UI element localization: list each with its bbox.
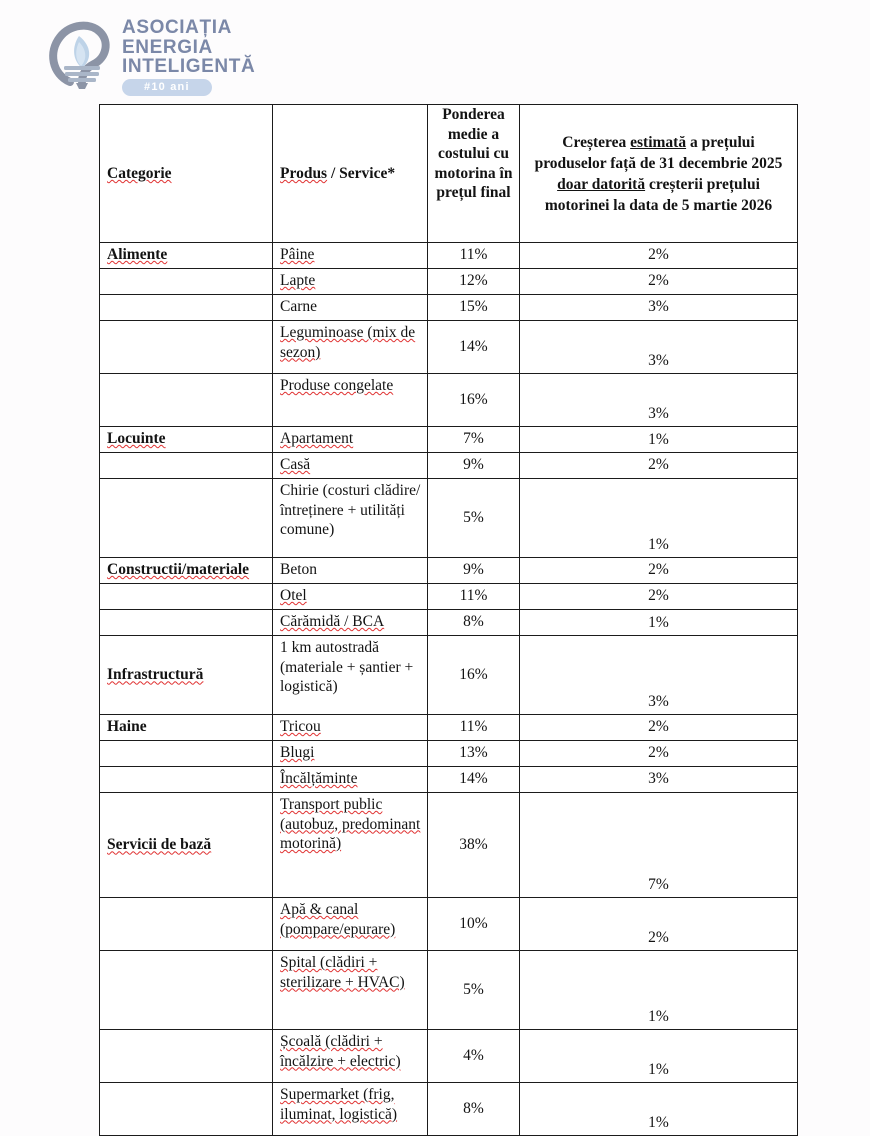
- weight-value: 11%: [459, 587, 488, 604]
- table-row: [100, 321, 798, 374]
- category-label: Haine: [107, 718, 147, 735]
- cell-weight: [428, 269, 520, 295]
- growth-value: 2%: [648, 928, 669, 946]
- weight-value: 7%: [463, 430, 484, 447]
- table-row: [100, 636, 798, 715]
- cell-weight: [428, 558, 520, 584]
- weight-value: 8%: [463, 1100, 484, 1118]
- table-header-row: [100, 105, 798, 243]
- cell-growth: [520, 951, 798, 1030]
- lightbulb-flame-icon: [46, 12, 118, 90]
- product-label: Chirie (costuri clădire/întreținere + utilități comune): [280, 482, 421, 538]
- product-label: Tricou: [280, 718, 321, 735]
- table-row: [100, 793, 798, 898]
- cell-product: [273, 951, 428, 1030]
- growth-value: 1%: [648, 1007, 669, 1025]
- cell-category: [100, 898, 273, 951]
- table-row: [100, 715, 798, 741]
- cell-product: [273, 610, 428, 636]
- cell-product: [273, 243, 428, 269]
- cell-category: [100, 715, 273, 741]
- cell-growth: [520, 715, 798, 741]
- cell-growth: [520, 767, 798, 793]
- cell-category: [100, 636, 273, 715]
- product-label: Școală (clădiri + încălzire + electric): [280, 1033, 401, 1070]
- diesel-price-impact-table: [99, 104, 797, 1136]
- product-label: Beton: [280, 561, 318, 578]
- growth-value: 2%: [648, 456, 669, 473]
- logo-wordmark: [122, 12, 255, 96]
- product-label: Supermarket (frig, iluminat, logistică): [280, 1086, 398, 1123]
- growth-value: 3%: [648, 692, 669, 710]
- growth-value: 3%: [648, 298, 669, 315]
- cell-growth: [520, 453, 798, 479]
- cell-category: [100, 427, 273, 453]
- table-row: [100, 898, 798, 951]
- table-row: [100, 584, 798, 610]
- category-label: Infrastructură: [107, 666, 204, 684]
- cell-product: [273, 479, 428, 558]
- cell-weight: [428, 479, 520, 558]
- growth-value: 3%: [648, 351, 669, 369]
- cell-category: [100, 767, 273, 793]
- growth-value: 7%: [648, 875, 669, 893]
- cell-growth: [520, 793, 798, 898]
- growth-value: 1%: [648, 1113, 669, 1131]
- cell-growth: [520, 898, 798, 951]
- weight-value: 5%: [463, 509, 484, 527]
- cell-category: [100, 741, 273, 767]
- weight-value: 12%: [459, 272, 488, 289]
- cell-growth: [520, 321, 798, 374]
- cell-weight: [428, 321, 520, 374]
- product-label: Transport public (autobuz, predominant motorină): [280, 796, 421, 852]
- cell-category: [100, 243, 273, 269]
- cell-category: [100, 951, 273, 1030]
- cell-growth: [520, 558, 798, 584]
- header-label-crestere: Creșterea estimată a prețului produselor față de 31 decembrie 2025 doar datorită creșterii prețului motorinei la data de 5 martie 2026: [534, 133, 783, 214]
- cell-weight: [428, 636, 520, 715]
- product-label: Apartament: [280, 430, 354, 447]
- table-row: [100, 610, 798, 636]
- product-label: Otel: [280, 587, 307, 604]
- weight-value: 4%: [463, 1047, 484, 1065]
- growth-value: 2%: [648, 561, 669, 578]
- logo-line-2: ENERGIA: [122, 36, 213, 58]
- product-label: Casă: [280, 456, 311, 473]
- cell-weight: [428, 374, 520, 427]
- growth-value: 2%: [648, 587, 669, 604]
- product-label: 1 km autostradă (materiale + șantier + logistică): [280, 639, 414, 695]
- cell-category: [100, 374, 273, 427]
- table-row: [100, 951, 798, 1030]
- product-label: Apă & canal (pompare/epurare): [280, 901, 396, 938]
- cell-category: [100, 453, 273, 479]
- table-row: [100, 741, 798, 767]
- cell-growth: [520, 1030, 798, 1083]
- table-row: [100, 558, 798, 584]
- anniversary-badge: #10 ani: [122, 79, 212, 96]
- table-row: [100, 243, 798, 269]
- header-label-categorie: Categorie: [107, 164, 172, 182]
- cell-growth: [520, 427, 798, 453]
- cell-growth: [520, 741, 798, 767]
- product-label: Încălțăminte: [280, 770, 358, 787]
- category-label: Constructii/materiale: [107, 561, 250, 578]
- growth-value: 2%: [648, 246, 669, 263]
- product-label: Leguminoase (mix de sezon): [280, 324, 416, 361]
- category-label: Locuinte: [107, 430, 166, 447]
- weight-value: 16%: [459, 666, 488, 684]
- cell-weight: [428, 584, 520, 610]
- cell-category: [100, 295, 273, 321]
- header-cell-pondere: [428, 105, 520, 243]
- cell-weight: [428, 898, 520, 951]
- growth-value: 3%: [648, 404, 669, 422]
- cell-category: [100, 269, 273, 295]
- table-row: [100, 479, 798, 558]
- category-label: Alimente: [107, 246, 168, 263]
- cell-growth: [520, 610, 798, 636]
- cell-weight: [428, 427, 520, 453]
- cell-product: [273, 767, 428, 793]
- cell-growth: [520, 636, 798, 715]
- cell-weight: [428, 243, 520, 269]
- cell-product: [273, 321, 428, 374]
- growth-value: 2%: [648, 744, 669, 761]
- product-label: Carne: [280, 298, 318, 315]
- cell-product: [273, 793, 428, 898]
- cell-category: [100, 479, 273, 558]
- category-label: Servicii de bază: [107, 836, 212, 854]
- header-label-produs: Produs / Service*: [280, 164, 396, 182]
- cell-category: [100, 610, 273, 636]
- table-row: [100, 374, 798, 427]
- cell-category: [100, 558, 273, 584]
- header-label-pondere: Ponderea medie a costului cu motorina în prețul final: [434, 106, 513, 201]
- weight-value: 9%: [463, 561, 484, 578]
- product-label: Pâine: [280, 246, 315, 263]
- cell-weight: [428, 1030, 520, 1083]
- product-label: Produse congelate: [280, 377, 394, 394]
- weight-value: 14%: [459, 770, 488, 787]
- cell-product: [273, 636, 428, 715]
- logo-line-3: INTELIGENTĂ: [122, 56, 256, 77]
- cell-product: [273, 269, 428, 295]
- table-row: [100, 453, 798, 479]
- growth-value: 1%: [648, 535, 669, 553]
- header-cell-produs: [273, 105, 428, 243]
- growth-value: 2%: [648, 718, 669, 735]
- cell-growth: [520, 269, 798, 295]
- cell-product: [273, 715, 428, 741]
- growth-value: 1%: [648, 1060, 669, 1078]
- logo-line-1: ASOCIAȚIA: [122, 17, 232, 38]
- table-row: [100, 1083, 798, 1136]
- cell-weight: [428, 741, 520, 767]
- weight-value: 38%: [459, 836, 488, 854]
- weight-value: 11%: [459, 718, 488, 735]
- weight-value: 11%: [459, 246, 488, 263]
- cell-product: [273, 1083, 428, 1136]
- table-row: [100, 1030, 798, 1083]
- cell-weight: [428, 610, 520, 636]
- growth-value: 2%: [648, 272, 669, 289]
- weight-value: 5%: [463, 981, 484, 999]
- growth-value: 1%: [648, 430, 669, 448]
- cell-weight: [428, 715, 520, 741]
- cell-product: [273, 898, 428, 951]
- table-row: [100, 427, 798, 453]
- weight-value: 13%: [459, 744, 488, 761]
- weight-value: 8%: [463, 613, 484, 630]
- cell-product: [273, 374, 428, 427]
- cell-growth: [520, 584, 798, 610]
- association-logo: [46, 12, 255, 96]
- product-label: Spital (clădiri + sterilizare + HVAC): [280, 954, 405, 991]
- cell-category: [100, 584, 273, 610]
- cell-growth: [520, 479, 798, 558]
- cell-category: [100, 1083, 273, 1136]
- cell-weight: [428, 1083, 520, 1136]
- cell-category: [100, 793, 273, 898]
- table-row: [100, 767, 798, 793]
- cell-growth: [520, 295, 798, 321]
- cell-product: [273, 295, 428, 321]
- header-cell-categorie: [100, 105, 273, 243]
- cell-category: [100, 321, 273, 374]
- product-label: Blugi: [280, 744, 315, 761]
- weight-value: 9%: [463, 456, 484, 473]
- cell-growth: [520, 1083, 798, 1136]
- table-body: [100, 243, 798, 1136]
- weight-value: 10%: [459, 915, 488, 933]
- cell-product: [273, 453, 428, 479]
- cell-category: [100, 1030, 273, 1083]
- weight-value: 14%: [459, 338, 488, 356]
- cell-weight: [428, 453, 520, 479]
- weight-value: 15%: [459, 298, 488, 315]
- growth-value: 3%: [648, 770, 669, 787]
- cell-growth: [520, 374, 798, 427]
- cell-product: [273, 427, 428, 453]
- table-row: [100, 269, 798, 295]
- product-label: Cărămidă / BCA: [280, 613, 385, 630]
- cell-growth: [520, 243, 798, 269]
- product-label: Lapte: [280, 272, 316, 289]
- table-row: [100, 295, 798, 321]
- cell-weight: [428, 767, 520, 793]
- cell-weight: [428, 951, 520, 1030]
- weight-value: 16%: [459, 391, 488, 409]
- cell-weight: [428, 295, 520, 321]
- cell-product: [273, 584, 428, 610]
- header-cell-crestere: [520, 105, 798, 243]
- cell-product: [273, 1030, 428, 1083]
- cell-product: [273, 558, 428, 584]
- cell-weight: [428, 793, 520, 898]
- cell-product: [273, 741, 428, 767]
- growth-value: 1%: [648, 613, 669, 631]
